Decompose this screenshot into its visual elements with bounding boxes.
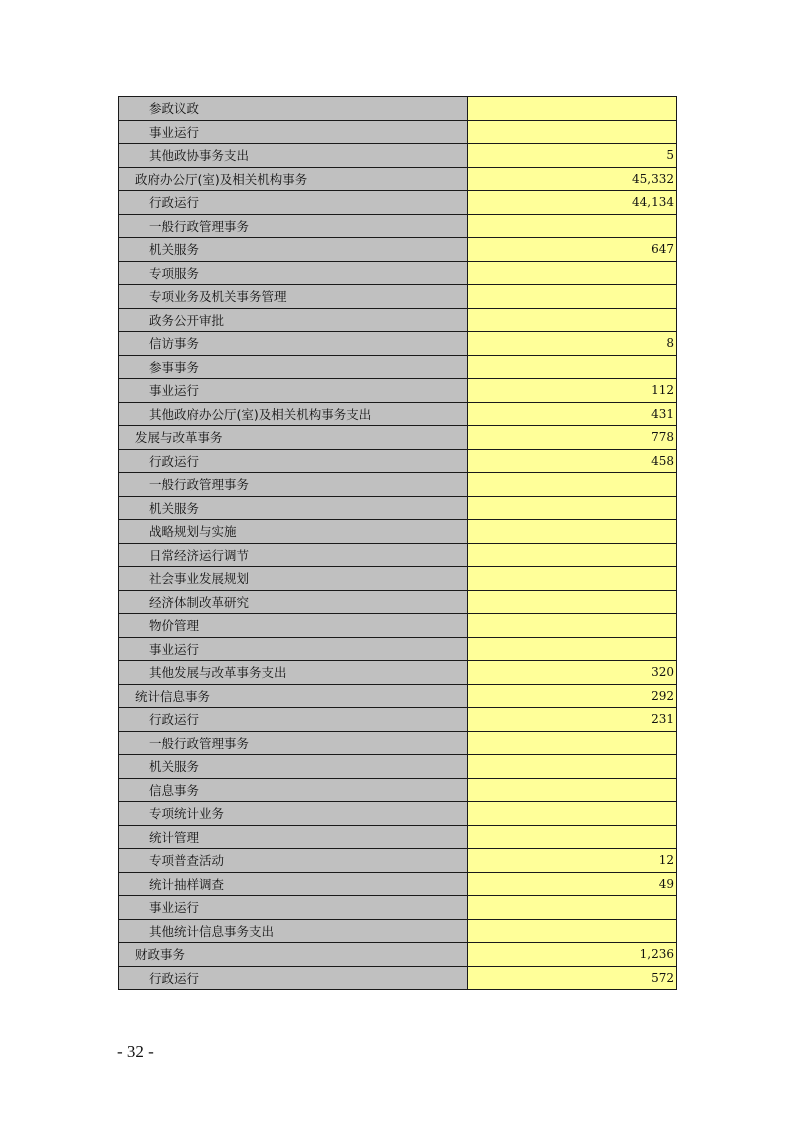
amount-cell (468, 214, 677, 238)
item-name-cell: 事业运行 (119, 120, 468, 144)
item-name-cell: 专项统计业务 (119, 802, 468, 826)
amount-cell (468, 896, 677, 920)
item-name-cell: 事业运行 (119, 896, 468, 920)
table-row (119, 708, 677, 732)
amount-cell (468, 120, 677, 144)
amount-cell: 431 (468, 402, 677, 426)
table-row (119, 402, 677, 426)
item-name-cell: 其他统计信息事务支出 (119, 919, 468, 943)
item-name-cell: 政务公开审批 (119, 308, 468, 332)
table-row (119, 120, 677, 144)
item-name-cell: 事业运行 (119, 637, 468, 661)
item-name-cell: 一般行政管理事务 (119, 731, 468, 755)
item-name-cell: 物价管理 (119, 614, 468, 638)
table-row (119, 144, 677, 168)
amount-cell: 8 (468, 332, 677, 356)
category-name-cell: 统计信息事务 (119, 684, 468, 708)
amount-cell: 231 (468, 708, 677, 732)
table-row (119, 379, 677, 403)
amount-cell: 320 (468, 661, 677, 685)
table-row (119, 872, 677, 896)
table-row (119, 473, 677, 497)
amount-cell (468, 590, 677, 614)
table-row (119, 214, 677, 238)
amount-cell: 778 (468, 426, 677, 450)
item-name-cell: 其他政协事务支出 (119, 144, 468, 168)
item-name-cell: 一般行政管理事务 (119, 214, 468, 238)
item-name-cell: 机关服务 (119, 755, 468, 779)
item-name-cell: 一般行政管理事务 (119, 473, 468, 497)
item-name-cell: 机关服务 (119, 496, 468, 520)
amount-cell: 1,236 (468, 943, 677, 967)
amount-cell (468, 614, 677, 638)
table-row (119, 919, 677, 943)
amount-cell (468, 637, 677, 661)
item-name-cell: 社会事业发展规划 (119, 567, 468, 591)
item-name-cell: 参事事务 (119, 355, 468, 379)
amount-cell: 458 (468, 449, 677, 473)
item-name-cell: 事业运行 (119, 379, 468, 403)
table-row (119, 755, 677, 779)
table-row (119, 802, 677, 826)
table-row (119, 355, 677, 379)
item-name-cell: 信息事务 (119, 778, 468, 802)
table-row (119, 684, 677, 708)
amount-cell (468, 285, 677, 309)
table-row (119, 97, 677, 121)
category-name-cell: 发展与改革事务 (119, 426, 468, 450)
amount-cell: 292 (468, 684, 677, 708)
amount-cell: 49 (468, 872, 677, 896)
amount-cell (468, 802, 677, 826)
table-row (119, 332, 677, 356)
table-row (119, 449, 677, 473)
table-row (119, 590, 677, 614)
item-name-cell: 行政运行 (119, 708, 468, 732)
table-row (119, 496, 677, 520)
table-row (119, 520, 677, 544)
item-name-cell: 日常经济运行调节 (119, 543, 468, 567)
amount-cell (468, 261, 677, 285)
item-name-cell: 行政运行 (119, 449, 468, 473)
table-row (119, 543, 677, 567)
budget-table (118, 96, 677, 990)
amount-cell (468, 731, 677, 755)
table-row (119, 825, 677, 849)
category-name-cell: 政府办公厅(室)及相关机构事务 (119, 167, 468, 191)
table-row (119, 191, 677, 215)
amount-cell: 572 (468, 966, 677, 990)
item-name-cell: 其他政府办公厅(室)及相关机构事务支出 (119, 402, 468, 426)
amount-cell (468, 496, 677, 520)
table-row (119, 943, 677, 967)
item-name-cell: 信访事务 (119, 332, 468, 356)
item-name-cell: 机关服务 (119, 238, 468, 262)
item-name-cell: 经济体制改革研究 (119, 590, 468, 614)
table-row (119, 167, 677, 191)
amount-cell (468, 825, 677, 849)
amount-cell: 12 (468, 849, 677, 873)
table-row (119, 426, 677, 450)
amount-cell (468, 778, 677, 802)
amount-cell (468, 755, 677, 779)
category-name-cell: 财政事务 (119, 943, 468, 967)
table-row (119, 567, 677, 591)
table-row (119, 637, 677, 661)
item-name-cell: 统计抽样调查 (119, 872, 468, 896)
amount-cell: 5 (468, 144, 677, 168)
amount-cell (468, 473, 677, 497)
amount-cell: 647 (468, 238, 677, 262)
table-row (119, 238, 677, 262)
amount-cell (468, 567, 677, 591)
table-row (119, 308, 677, 332)
table-row (119, 778, 677, 802)
item-name-cell: 统计管理 (119, 825, 468, 849)
table-body (119, 97, 677, 990)
table-row (119, 966, 677, 990)
amount-cell: 45,332 (468, 167, 677, 191)
item-name-cell: 参政议政 (119, 97, 468, 121)
table-row (119, 896, 677, 920)
table-row (119, 614, 677, 638)
amount-cell (468, 355, 677, 379)
amount-cell (468, 919, 677, 943)
item-name-cell: 专项普查活动 (119, 849, 468, 873)
table-row (119, 731, 677, 755)
item-name-cell: 专项业务及机关事务管理 (119, 285, 468, 309)
table-row (119, 849, 677, 873)
item-name-cell: 其他发展与改革事务支出 (119, 661, 468, 685)
page-number: - 32 - (117, 1042, 154, 1061)
amount-cell: 44,134 (468, 191, 677, 215)
item-name-cell: 专项服务 (119, 261, 468, 285)
amount-cell (468, 97, 677, 121)
amount-cell: 112 (468, 379, 677, 403)
item-name-cell: 行政运行 (119, 191, 468, 215)
table-row (119, 261, 677, 285)
amount-cell (468, 520, 677, 544)
amount-cell (468, 543, 677, 567)
item-name-cell: 战略规划与实施 (119, 520, 468, 544)
table-row (119, 661, 677, 685)
item-name-cell: 行政运行 (119, 966, 468, 990)
table-row (119, 285, 677, 309)
amount-cell (468, 308, 677, 332)
